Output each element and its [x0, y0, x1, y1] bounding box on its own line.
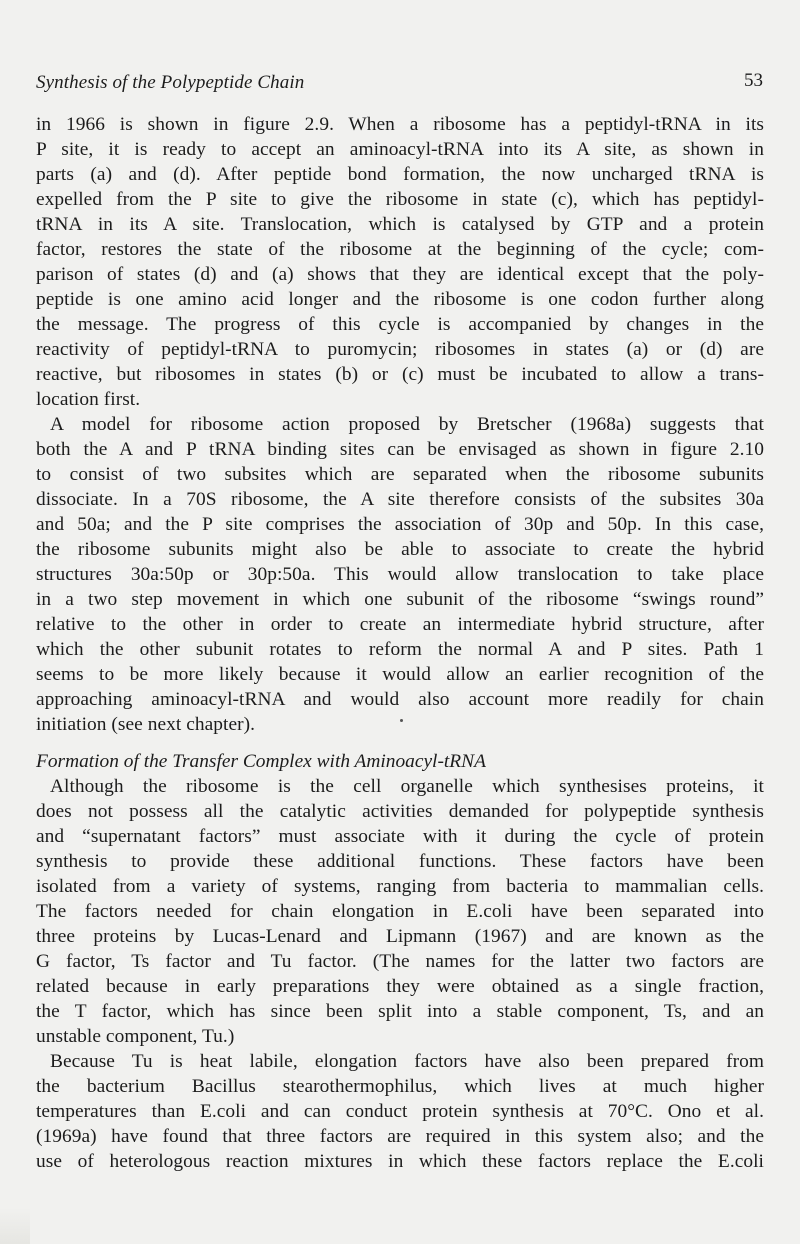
paragraph — [36, 1049, 764, 1174]
text-line: tRNA in its A site. Translocation, which is catalysed by GTP and a protein — [36, 214, 764, 235]
text-line: relative to the other in order to create an intermediate hybrid structure, after — [36, 614, 764, 635]
text-line: the T factor, which has since been split into a stable component, Ts, and an — [36, 1001, 764, 1022]
text-line: and 50a; and the P site comprises the association of 30p and 50p. In this case, — [36, 514, 764, 535]
text-line: peptide is one amino acid longer and the ribosome is one codon further along — [36, 289, 764, 310]
text-line: P site, it is ready to accept an aminoacyl-tRNA into its A site, as shown in — [36, 139, 764, 160]
text-line: and “supernatant factors” must associate with it during the cycle of protein — [36, 826, 764, 847]
body-text — [36, 112, 764, 1174]
text-line: three proteins by Lucas-Lenard and Lipmann (1967) and are known as the — [36, 926, 764, 947]
text-line: both the A and P tRNA binding sites can be envisaged as shown in figure 2.10 — [36, 439, 764, 460]
text-line: synthesis to provide these additional functions. These factors have been — [36, 851, 764, 872]
text-line: seems to be more likely because it would allow an earlier recognition of the — [36, 664, 764, 685]
text-line: Because Tu is heat labile, elongation factors have also been prepared from — [50, 1051, 764, 1072]
text-line: The factors needed for chain elongation in E.coli have been separated into — [36, 901, 764, 922]
paragraph — [36, 774, 764, 1049]
text-line: in a two step movement in which one subunit of the ribosome “swings round” — [36, 589, 764, 610]
text-line: reactivity of peptidyl-tRNA to puromycin; ribosomes in states (a) or (d) are — [36, 339, 764, 360]
text-line: unstable component, Tu.) — [36, 1026, 235, 1047]
text-line: (1969a) have found that three factors are required in this system also; and the — [36, 1126, 764, 1147]
text-line: approaching aminoacyl-tRNA and would also account more readily for chain — [36, 689, 764, 710]
text-line: related because in early preparations they were obtained as a single fraction, — [36, 976, 764, 997]
running-head: Synthesis of the Polypeptide Chain — [36, 72, 305, 93]
text-line: temperatures than E.coli and can conduct protein synthesis at 70°C. Ono et al. — [36, 1101, 764, 1122]
paragraph — [36, 412, 764, 737]
page-number: 53 — [744, 70, 763, 91]
text-line: A model for ribosome action proposed by Bretscher (1968a) suggests that — [50, 414, 764, 435]
text-line: expelled from the P site to give the ribosome in state (c), which has peptidyl- — [36, 189, 764, 210]
text-line: does not possess all the catalytic activities demanded for polypeptide synthesis — [36, 801, 764, 822]
text-line: initiation (see next chapter). — [36, 714, 256, 735]
text-line: the ribosome subunits might also be able to associate to create the hybrid — [36, 539, 764, 560]
text-line: use of heterologous reaction mixtures in which these factors replace the E.coli — [36, 1151, 764, 1172]
text-line: reactive, but ribosomes in states (b) or (c) must be incubated to allow a trans- — [36, 364, 764, 385]
text-line: Although the ribosome is the cell organelle which synthesises proteins, it — [50, 776, 764, 797]
paragraph — [36, 112, 764, 412]
text-line: to consist of two subsites which are separated when the ribosome subunits — [36, 464, 764, 485]
text-line: isolated from a variety of systems, ranging from bacteria to mammalian cells. — [36, 876, 764, 897]
text-line: structures 30a:50p or 30p:50a. This would allow translocation to take place — [36, 564, 764, 585]
text-line: which the other subunit rotates to reform the normal A and P sites. Path 1 — [36, 639, 764, 660]
text-line: the bacterium Bacillus stearothermophilus, which lives at much higher — [36, 1076, 764, 1097]
text-line: parison of states (d) and (a) shows that they are identical except that the poly- — [36, 264, 764, 285]
text-line: G factor, Ts factor and Tu factor. (The names for the latter two factors are — [36, 951, 764, 972]
page-corner-shadow — [0, 1208, 30, 1244]
text-line: in 1966 is shown in figure 2.9. When a ribosome has a peptidyl-tRNA in its — [36, 114, 764, 135]
text-line: dissociate. In a 70S ribosome, the A site therefore consists of the subsites 30a — [36, 489, 764, 510]
text-line: factor, restores the state of the ribosome at the beginning of the cycle; com- — [36, 239, 764, 260]
text-line: location first. — [36, 389, 141, 410]
print-speck — [400, 719, 403, 722]
section-heading: Formation of the Transfer Complex with Aminoacyl-tRNA — [36, 751, 486, 772]
text-line: parts (a) and (d). After peptide bond formation, the now uncharged tRNA is — [36, 164, 764, 185]
text-line: the message. The progress of this cycle is accompanied by changes in the — [36, 314, 764, 335]
